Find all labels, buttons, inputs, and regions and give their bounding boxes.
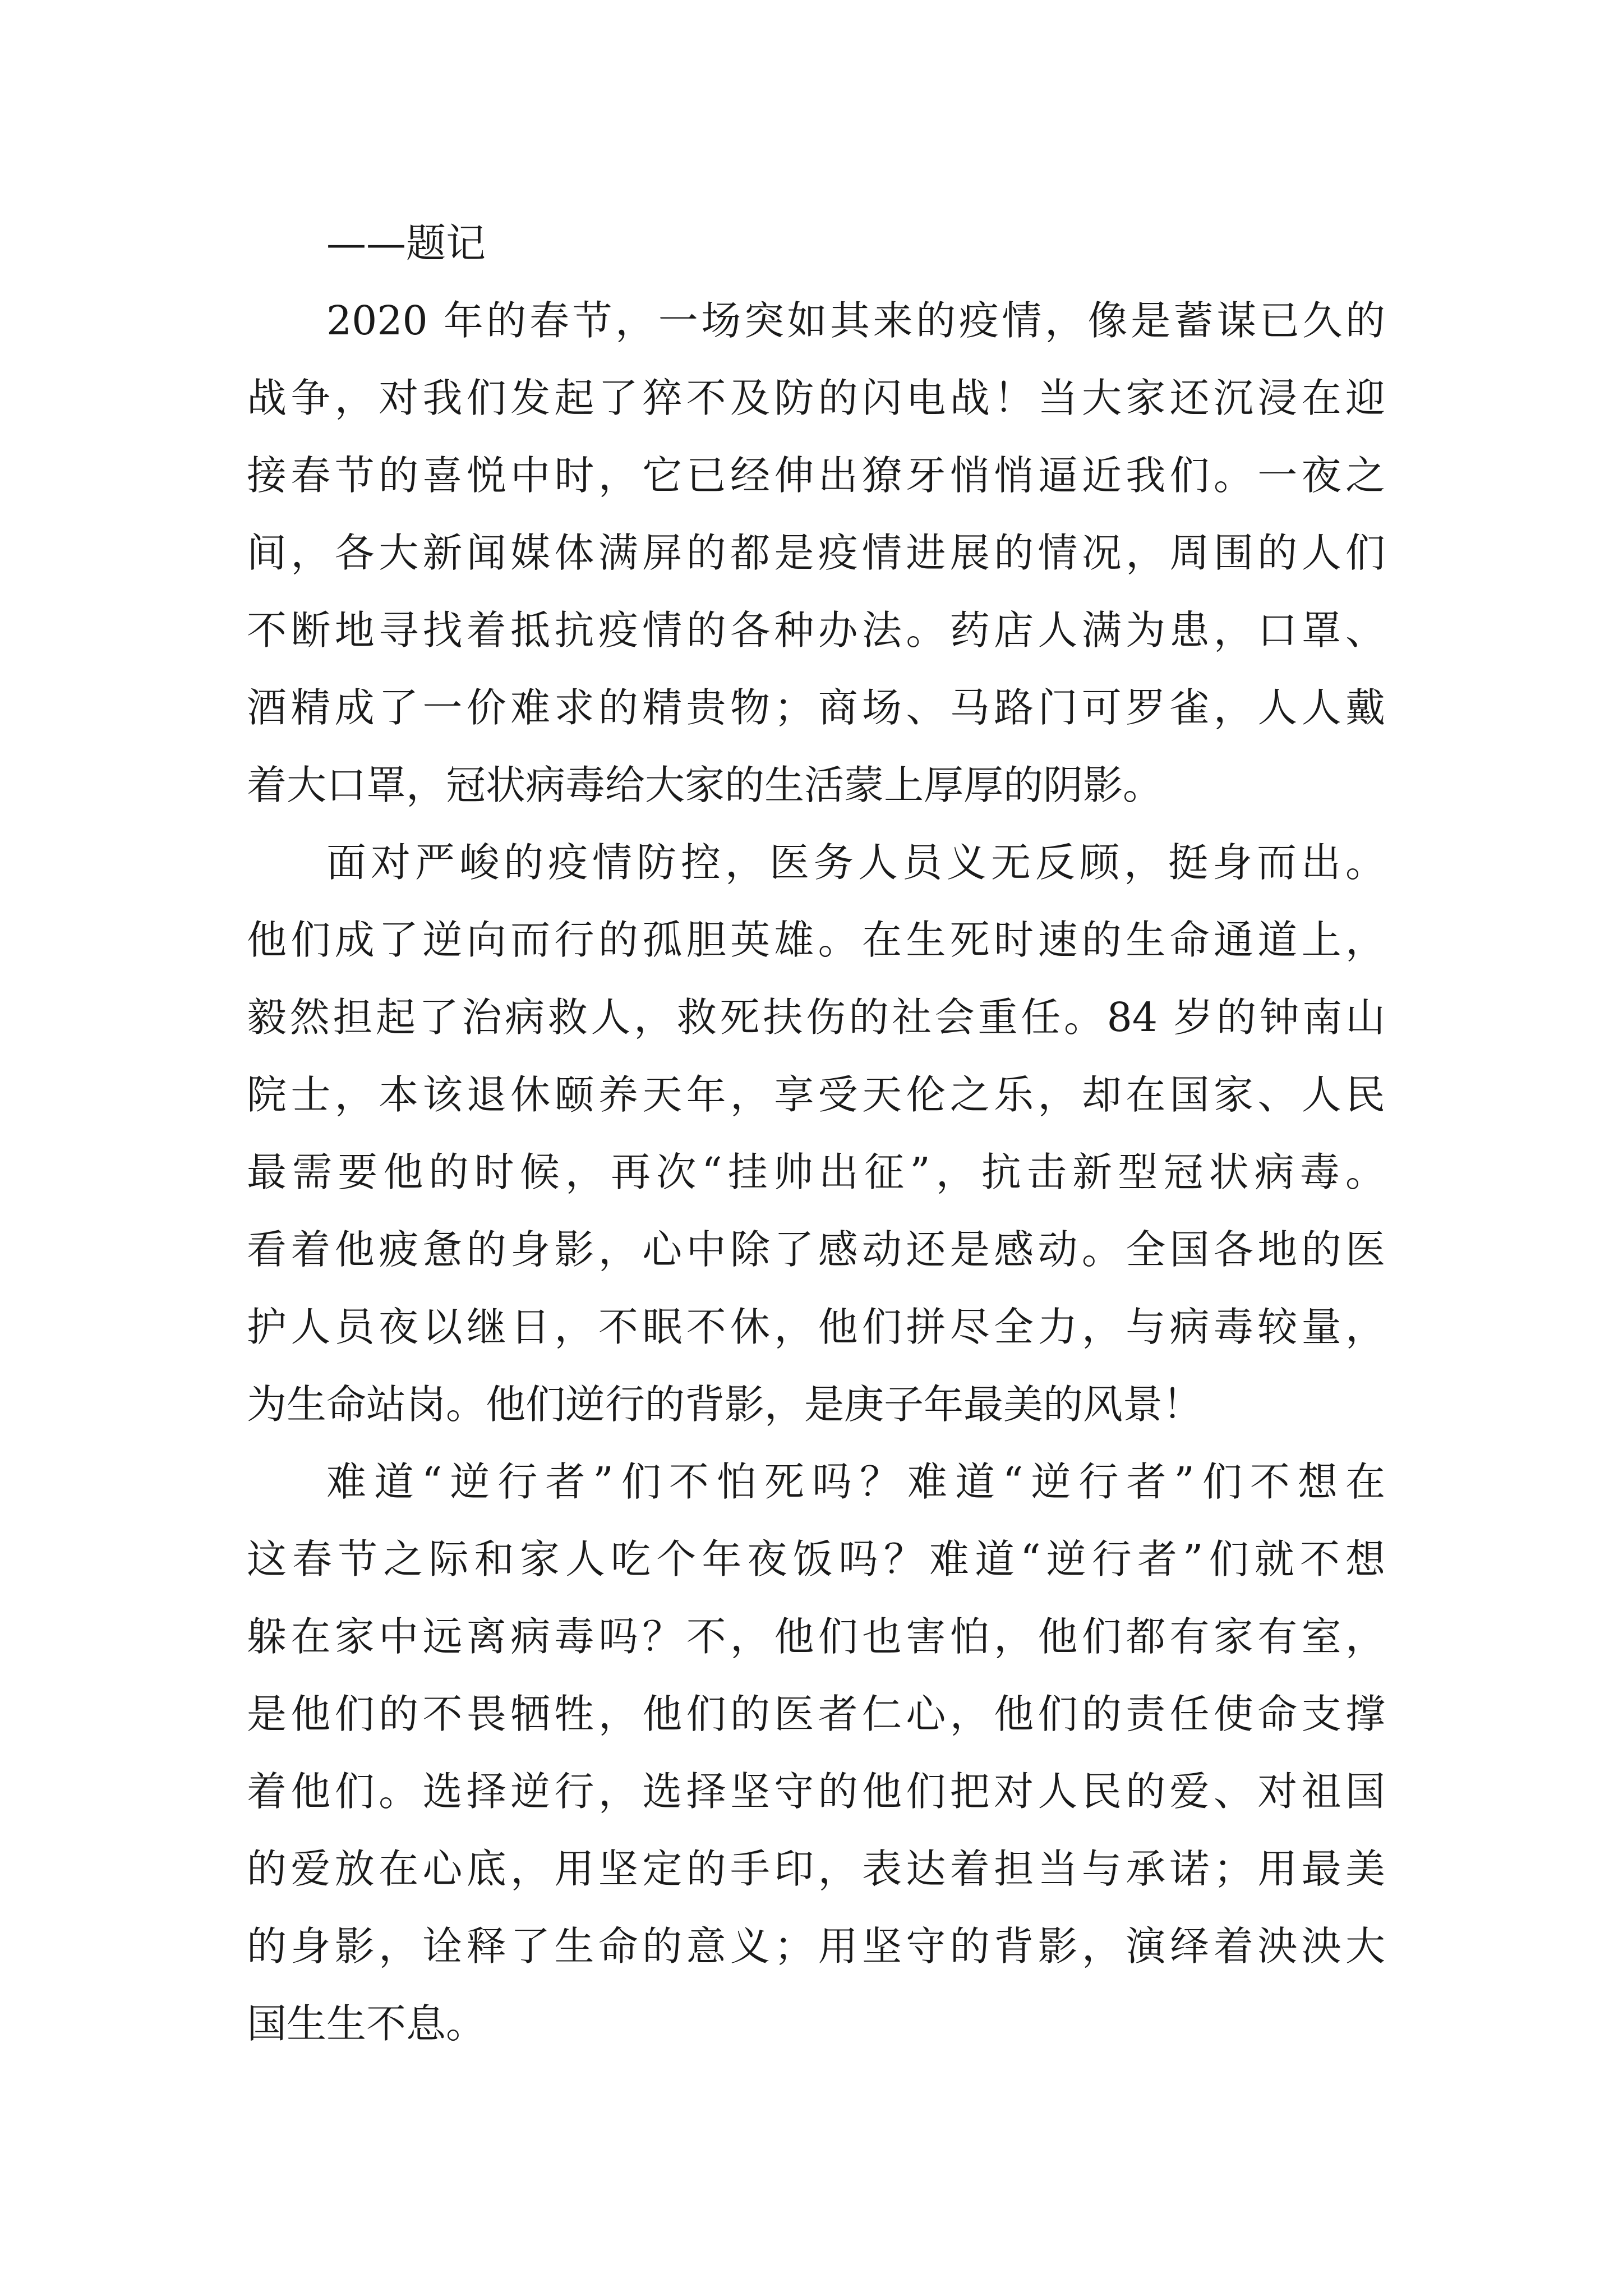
text-line: 国生生不息。 (247, 2000, 486, 2047)
text-line: 间，各大新闻媒体满屏的都是疫情进展的情况，周围的人们 (247, 530, 1385, 576)
paragraph-2 (247, 824, 1385, 1443)
text-line: 的爱放在心底，用坚定的手印，表达着担当与承诺；用最美 (247, 1846, 1385, 1892)
text-line: 2020 年的春节，一场突如其来的疫情，像是蓄谋已久的 (326, 297, 1385, 344)
epigraph: ——题记 (326, 220, 486, 266)
paragraph-3 (247, 1443, 1385, 2063)
text-line: 着他们。选择逆行，选择坚守的他们把对人民的爱、对祖国 (247, 1768, 1385, 1815)
text-line: 是他们的不畏牺牲，他们的医者仁心，他们的责任使命支撑 (247, 1691, 1385, 1737)
text-line: 不断地寻找着抵抗疫情的各种办法。药店人满为患，口罩、 (247, 607, 1385, 654)
text-line: 面对严峻的疫情防控，医务人员义无反顾，挺身而出。 (326, 839, 1385, 886)
text-line: 为生命站岗。他们逆行的背影，是庚子年最美的风景！ (247, 1381, 1203, 1428)
text-line: 看着他疲惫的身影，心中除了感动还是感动。全国各地的医 (247, 1226, 1385, 1273)
text-line: 着大口罩，冠状病毒给大家的生活蒙上厚厚的阴影。 (247, 762, 1163, 808)
text-line: 他们成了逆向而行的孤胆英雄。在生死时速的生命通道上， (247, 917, 1385, 963)
text-line: 院士，本该退休颐养天年，享受天伦之乐，却在国家、人民 (247, 1071, 1385, 1118)
text-line: 酒精成了一价难求的精贵物；商场、马路门可罗雀，人人戴 (247, 684, 1385, 731)
text-line: 最需要他的时候，再次“挂帅出征”，抗击新型冠状病毒。 (247, 1149, 1385, 1195)
text-line: 这春节之际和家人吃个年夜饭吗？难道“逆行者”们就不想 (247, 1536, 1385, 1582)
text-line: 难道“逆行者”们不怕死吗？难道“逆行者”们不想在 (326, 1458, 1385, 1505)
text-line: 的身影，诠释了生命的意义；用坚守的背影，演绎着泱泱大 (247, 1923, 1385, 1970)
text-line: 护人员夜以继日，不眠不休，他们拼尽全力，与病毒较量， (247, 1304, 1385, 1350)
paragraph-1 (247, 282, 1385, 824)
text-line: 战争，对我们发起了猝不及防的闪电战！当大家还沉浸在迎 (247, 375, 1385, 421)
text-line: 接春节的喜悦中时，它已经伸出獠牙悄悄逼近我们。一夜之 (247, 452, 1385, 499)
text-line: 躲在家中远离病毒吗？不，他们也害怕，他们都有家有室， (247, 1613, 1385, 1660)
text-line: 毅然担起了治病救人，救死扶伤的社会重任。84 岁的钟南山 (247, 994, 1385, 1041)
